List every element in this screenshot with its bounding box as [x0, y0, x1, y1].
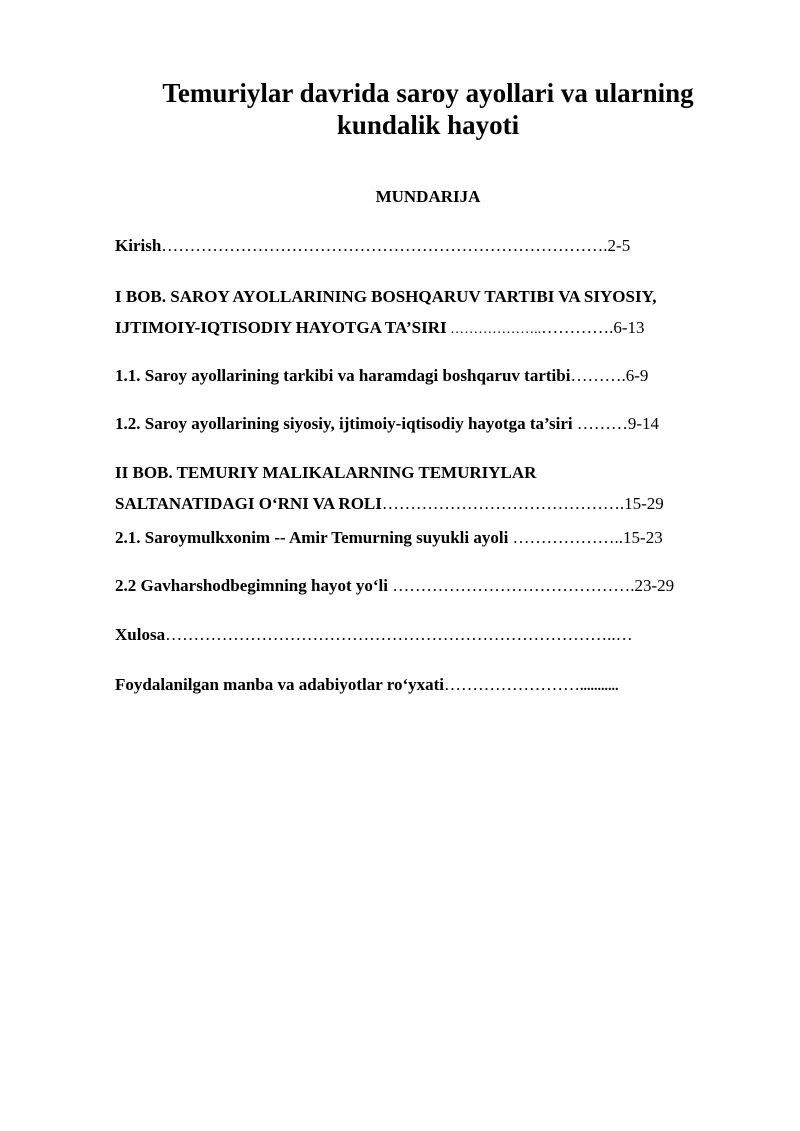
toc-entry-label: Foydalanilgan manba va adabiyotlar ro‘yxati: [115, 675, 445, 694]
toc-chapter-label: I BOB. SAROY AYOLLARINING BOSHQARUV TARTIBI VA SIYOSIY,: [115, 287, 657, 306]
toc-page-range: 15-23: [623, 528, 663, 547]
toc-page-range: 6-9: [625, 366, 649, 385]
contents-heading: MUNDARIJA: [375, 187, 481, 206]
toc-page-range: 2-5: [607, 236, 631, 255]
toc-chapter-label: SALTANATIDAGI O‘RNI VA ROLI: [115, 494, 382, 513]
toc-entry-section-2-1: [115, 527, 663, 549]
toc-leader-dots: ……………………: [444, 675, 581, 694]
toc-chapter-label: II BOB. TEMURIY MALIKALARNING TEMURIYLAR: [115, 463, 537, 482]
toc-page-range: 23-29: [634, 576, 675, 595]
toc-page-range: 9-14: [627, 414, 660, 433]
toc-entry-kirish: [115, 235, 630, 257]
toc-chapter-label: IJTIMOIY-IQTISODIY HAYOTGA TA’SIRI: [115, 318, 447, 337]
toc-leader-dots: ……………………………………………………………………..…: [165, 625, 633, 644]
toc-entry-references: [115, 674, 619, 698]
toc-entry-section-2-2: [115, 575, 674, 597]
toc-leader-dots: ………………..: [446, 322, 542, 337]
toc-entry-label: Kirish: [115, 236, 162, 255]
toc-chapter-2-line-2: [115, 493, 664, 515]
toc-leader-dots: …………………………………….: [388, 576, 635, 595]
toc-entry-section-1-1: [115, 365, 648, 387]
toc-leader-dots: ………………..: [508, 528, 624, 547]
toc-leader-dots: ...........: [580, 679, 619, 694]
toc-page-range: 15-29: [624, 494, 664, 513]
toc-page-range: 6-13: [613, 318, 645, 337]
toc-entry-label: Xulosa: [115, 625, 166, 644]
toc-entry-label: 2.1. Saroymulkxonim -- Amir Temurning suyukli ayoli: [115, 528, 509, 547]
toc-chapter-1-line-2: [115, 317, 645, 341]
toc-chapter-1-line-1: [115, 286, 657, 308]
toc-chapter-2-line-1: [115, 462, 536, 484]
toc-leader-dots: …………………………………………………………………….: [161, 236, 608, 255]
toc-leader-dots: ……….: [570, 366, 626, 385]
document-title-line-1: Temuriylar davrida saroy ayollari va ularning: [162, 78, 694, 108]
toc-leader-dots: ………….: [541, 318, 614, 337]
document-title-line-2: kundalik hayoti: [336, 110, 520, 140]
toc-entry-label: 2.2 Gavharshodbegimning hayot yo‘li: [115, 576, 388, 595]
toc-leader-dots: …………………………………….: [381, 494, 625, 513]
toc-entry-label: 1.2. Saroy ayollarining siyosiy, ijtimoiy-iqtisodiy hayotga ta’siri: [115, 414, 573, 433]
toc-entry-xulosa: [115, 624, 633, 646]
toc-entry-label: 1.1. Saroy ayollarining tarkibi va haramdagi boshqaruv tartibi: [115, 366, 571, 385]
toc-entry-section-1-2: [115, 413, 659, 435]
toc-leader-dots: ………: [572, 414, 628, 433]
